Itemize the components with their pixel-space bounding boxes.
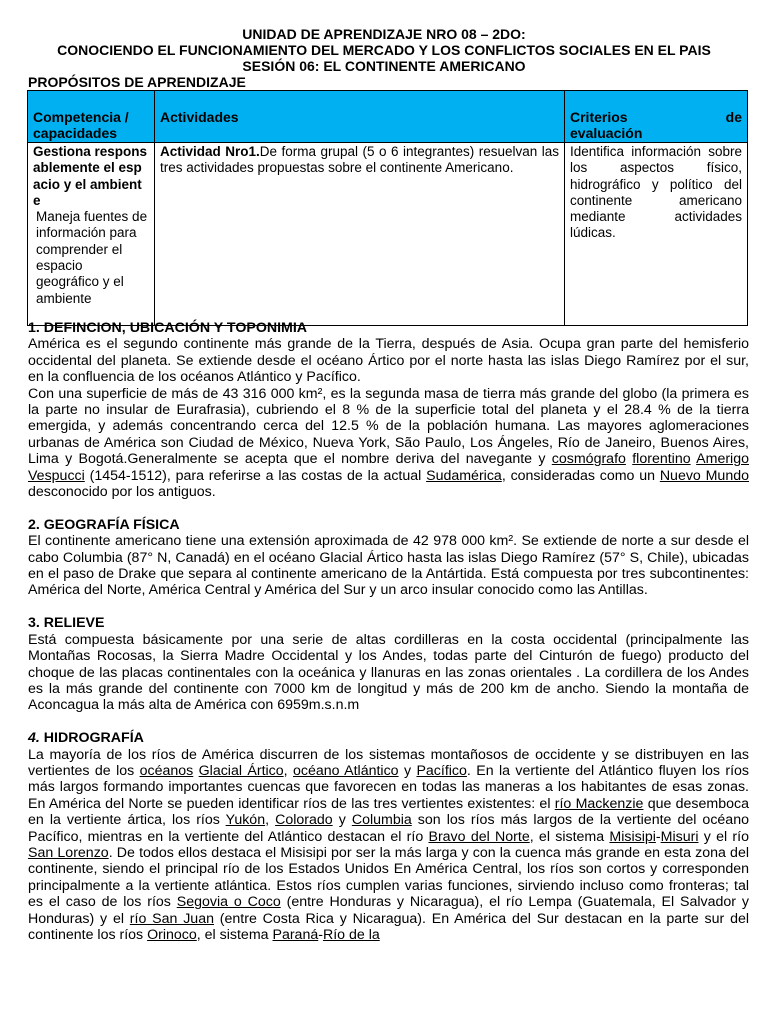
link-cosmografo[interactable]: cosmógrafo bbox=[551, 451, 626, 468]
learning-purposes-table bbox=[27, 90, 748, 326]
purposes-heading: PROPÓSITOS DE APRENDIZAJE bbox=[28, 74, 246, 90]
text-run: . De todos ellos destaca el Misisipi por ser la más larga y con la cuenca más grande en esta zona del continente, siendo el principal río de los Estados Unidos En América Central, los ríos son cortos y corresponden principalmente a la vertiente atlántica. Estos ríos cumplen varias funciones, sirviendo incluso como fronteras; tal es el caso de los ríos bbox=[28, 844, 749, 911]
competencia-cell bbox=[28, 143, 155, 326]
link-rio-mackenzie[interactable]: río Mackenzie bbox=[554, 795, 644, 812]
link-misisipi[interactable]: Misisipi bbox=[609, 828, 656, 845]
link-florentino[interactable]: florentino bbox=[632, 451, 691, 468]
session-title: SESIÓN 06: EL CONTINENTE AMERICANO bbox=[242, 58, 526, 74]
header-criterios-c: evaluación bbox=[570, 125, 643, 141]
text-run: , el sistema bbox=[196, 926, 273, 943]
link-misuri[interactable]: Misuri bbox=[660, 828, 699, 845]
text-run: Con una superficie de más de 43 316 000 km², es la segunda masa de tierra más grande del globo (la primera es la parte no insular de Eurafrasia), cubriendo el 8 % de la superficie total del planeta y el 28.4 % de la tierra emergida, y además concentrando cerca del 12.5 % de la población humana. Las mayores aglomeraciones urbanas de América son Ciudad de México, Nueva York, São Paulo, Los Ángeles, Río de Janeiro, Buenos Aires, Lima y Bogotá.Generalmente se acepta que el nombre deriva del navegante y bbox=[28, 385, 749, 468]
link-pacifico[interactable]: Pacífico bbox=[416, 762, 467, 779]
section-4-title-text: HIDROGRAFÍA bbox=[39, 730, 144, 747]
spacer bbox=[28, 500, 749, 516]
link-rio-san-juan[interactable]: río San Juan bbox=[129, 910, 214, 927]
link-amerigo-vespucci[interactable]: Amerigo Vespucci bbox=[28, 451, 749, 484]
section-4-title bbox=[28, 730, 749, 746]
section-2-paragraph: El continente americano tiene una extensión aproximada de 42 978 000 km². Se extiende de norte a sur desde el cabo Columbia (87° N, Canadá) en el océano Glacial Ártico hasta las islas Diego Ramírez (57° S, Chile), ubicadas en el paso de Drake que separa al continente americano de la Antártida. Está compuesta por tres subcontinentes: América del Norte, América Central y América del Sur y un arco insular conocido como las Antillas. bbox=[28, 533, 749, 599]
link-colorado[interactable]: Colorado bbox=[275, 812, 333, 829]
competencia-text: Gestiona responsablemente el espacio y el ambiente bbox=[33, 144, 148, 208]
text-run: (entre Honduras y Nicaragua), el río Lempa (Guatemala, El Salvador y Honduras) y el bbox=[28, 894, 749, 927]
section-1-title: 1. DEFINCION, UBICACIÓN Y TOPONIMIA bbox=[28, 320, 308, 336]
link-oceanos[interactable]: océanos bbox=[139, 762, 194, 779]
header-criterios-a: Criterios bbox=[570, 109, 628, 125]
actividad-text: De forma grupal (5 o 6 integrantes) resuelvan las tres actividades propuestas sobre el continente Americano. bbox=[160, 144, 559, 176]
header-criterios bbox=[565, 91, 748, 143]
criterio-cell: Identifica información sobre los aspectos físico, hidrográfico y político del continente americano mediante actividades lúdicas. bbox=[565, 143, 748, 326]
text-run: son los ríos más largos de la vertiente del océano Pacífico, mientras en la vertiente del Atlántico destacan el río bbox=[28, 812, 749, 845]
link-yukon[interactable]: Yukón bbox=[225, 812, 266, 829]
actividad-label: Actividad Nro1. bbox=[160, 144, 260, 159]
spacer bbox=[28, 714, 749, 730]
section-1-paragraph-1: América es el segundo continente más grande de la Tierra, después de Asia. Ocupa gran parte del hemisferio occidental del planeta. Se extiende desde el océano Ártico por el norte hasta las islas Diego Ramírez por el sur, en la confluencia de los océanos Atlántico y Pacífico. bbox=[28, 336, 749, 386]
header-actividades: Actividades bbox=[155, 91, 565, 143]
capacidad-text: Maneja fuentes de información para comprender el espacio geográfico y el ambiente bbox=[36, 209, 148, 306]
link-parana[interactable]: Paraná bbox=[272, 926, 319, 943]
text-run: , consideradas como un bbox=[501, 467, 660, 484]
text-run: y bbox=[398, 762, 417, 779]
header-criterios-b: de bbox=[725, 109, 742, 125]
unit-title: UNIDAD DE APRENDIZAJE NRO 08 – 2DO: bbox=[242, 26, 526, 42]
text-run: que desemboca en la vertiente ártica, los ríos bbox=[28, 795, 749, 829]
section-3-title: 3. RELIEVE bbox=[28, 615, 105, 632]
section-4-number: 4. bbox=[28, 730, 40, 747]
header-competencia: Competencia / capacidades bbox=[28, 91, 155, 143]
link-columbia[interactable]: Columbia bbox=[351, 812, 412, 829]
section-1-paragraph-2 bbox=[28, 386, 749, 501]
text-run: y el río bbox=[698, 828, 749, 845]
link-oceano-atlantico[interactable]: océano Atlántico bbox=[293, 762, 399, 779]
text-run: desconocido por los antiguos. bbox=[28, 484, 216, 501]
text-run: La mayoría de los ríos de América discurren de los sistemas montañosos de occidente y se distribuyen en las vertientes de los bbox=[28, 746, 749, 779]
link-sudamerica[interactable]: Sudamérica bbox=[426, 467, 502, 484]
text-run: . En la vertiente del Atlántico fluyen los ríos más largos formando importantes cuencas que favorecen en todas las maneras a los habitantes de esas zonas. En América del Norte se pueden identificar ríos de las tres vertientes existentes: el bbox=[28, 762, 749, 812]
actividad-cell bbox=[155, 143, 565, 326]
spacer bbox=[28, 599, 749, 615]
section-2-title: 2. GEOGRAFÍA FÍSICA bbox=[28, 516, 180, 533]
unit-subtitle: CONOCIENDO EL FUNCIONAMIENTO DEL MERCADO Y LOS CONFLICTOS SOCIALES EN EL PAIS bbox=[57, 42, 711, 58]
link-bravo-del-norte[interactable]: Bravo del Norte bbox=[428, 828, 530, 845]
section-4-paragraph: La mayoría de los ríos de América discurren de los sistemas montañosos de occidente y se distribuyen en las vertientes de los océanos Glacial Ártico, océano Atlántico y Pacífico. En la vertiente del Atlántico fluyen los ríos más largos formando importantes cuencas que favorecen en todas las maneras a los habitantes de esas zonas. En América del Norte se pueden identificar ríos de las tres vertientes existentes: el río Mackenzie que desemboca en la vertiente ártica, los ríos Yukón, Colorado y Columbia son los ríos más largos de la vertiente del océano Pacífico, mientras en la vertiente del Atlántico destacan el río Bravo del Norte, el sistema Misisipi-Misuri y el río San Lorenzo. De todos ellos destaca el Misisipi por ser la más larga y con la cuenca más grande en esta zona del continente, siendo el principal río de los Estados Unidos En América Central, los ríos son cortos y corresponden principalmente a la vertiente atlántica. Estos ríos cumplen varias funciones, sirviendo incluso como fronteras; tal es el caso de los ríos Segovia o Coco (entre Honduras y Nicaragua), el río Lempa (Guatemala, El Salvador y Honduras) y el río San Juan (entre Costa Rica y Nicaragua). En América del Sur destacan en la parte sur del continente los ríos Orinoco, el sistema Paraná-Río de la bbox=[28, 746, 750, 943]
text-run: (1454-1512), para referirse a las costas de la actual bbox=[84, 467, 427, 484]
link-san-lorenzo[interactable]: San Lorenzo bbox=[28, 844, 109, 861]
document-body bbox=[28, 320, 749, 943]
table-header-row bbox=[28, 91, 748, 143]
table-row bbox=[28, 143, 748, 326]
text-run: (entre Costa Rica y Nicaragua). En América del Sur destacan en la parte sur del continente los ríos bbox=[28, 910, 750, 943]
text-run: , el sistema bbox=[529, 828, 610, 845]
link-orinoco[interactable]: Orinoco bbox=[147, 926, 197, 943]
link-rio-de-la-plata[interactable]: Río de la bbox=[322, 926, 380, 943]
link-glacial-artico[interactable]: Glacial Ártico bbox=[198, 762, 284, 779]
link-segovia-o-coco[interactable]: Segovia o Coco bbox=[176, 894, 281, 911]
section-3-paragraph: Está compuesta básicamente por una serie de altas cordilleras en la costa occidental (principalmente las Montañas Rocosas, la Sierra Madre Occidental y los Andes, todas parte del Cinturón de fuego) producto del choque de las placas continentales con la oceánica y llanuras en las zonas orientales . La cordillera de los Andes es la más grande del continente con 7000 km de longitud y más de 200 km de ancho. Siendo la montaña de Aconcagua la más alta de América con 6959m.s.n.m bbox=[28, 631, 749, 714]
link-nuevo-mundo[interactable]: Nuevo Mundo bbox=[659, 467, 749, 484]
